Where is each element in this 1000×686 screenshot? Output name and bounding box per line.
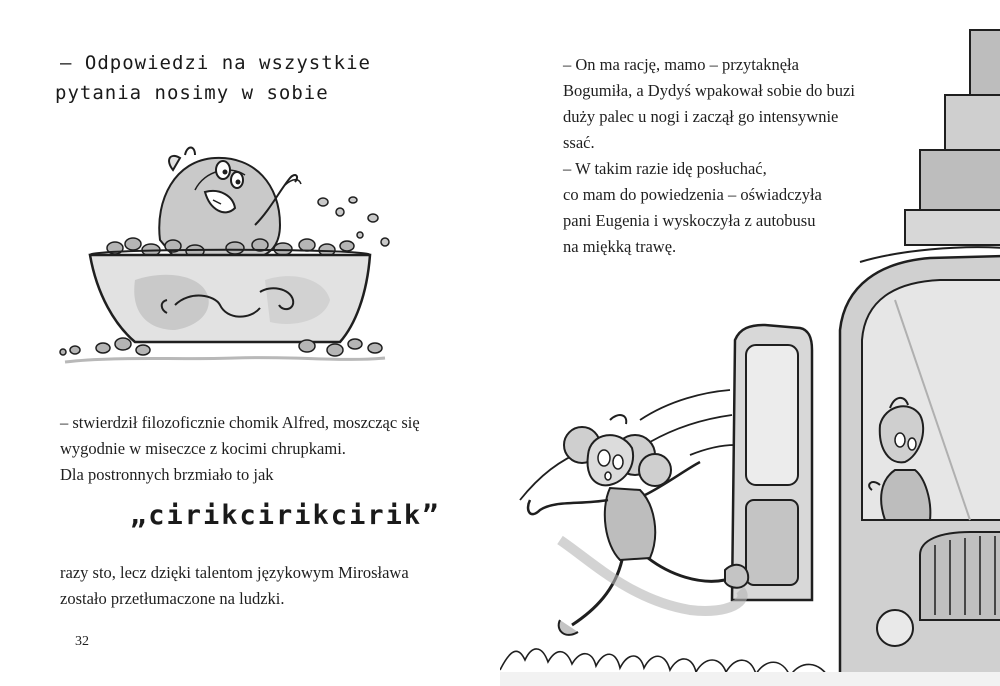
- bus-scene-illustration: [500, 0, 1000, 686]
- right-body-line-4: ssać.: [563, 133, 595, 152]
- hamster-bowl-illustration: [55, 130, 405, 375]
- left-after-paragraph: [60, 560, 409, 612]
- left-body-line-1: – stwierdził filozoficznie chomik Alfred, moszcząc się: [60, 413, 420, 432]
- right-body-line-2: Bogumiła, a Dydyś wpakował sobie do buzi: [563, 81, 855, 100]
- left-body-paragraph: [60, 410, 420, 488]
- bus-grille: [920, 532, 1000, 620]
- left-body-line-2: wygodnie w miseczce z kocimi chrupkami.: [60, 439, 346, 458]
- sound-effect-text: „cirikcirikcirik”: [130, 500, 441, 531]
- right-body-line-8: na miękką trawę.: [563, 237, 677, 256]
- bus-headlight: [877, 610, 913, 646]
- left-body-line-3: Dla postronnych brzmiało to jak: [60, 465, 274, 484]
- left-after-line-2: zostało przetłumaczone na ludzki.: [60, 589, 285, 608]
- heading-line-2: pytania nosimy w sobie: [55, 82, 329, 104]
- luggage-stack: [860, 30, 1000, 262]
- right-body-line-3: duży palec u nogi i zaczął go intensywnie: [563, 107, 839, 126]
- left-after-line-1: razy sto, lecz dzięki talentom językowym Mirosława: [60, 563, 409, 582]
- right-page: [500, 0, 1000, 686]
- page-number: 32: [75, 634, 89, 649]
- right-body-line-1: – On ma rację, mamo – przytaknęła: [563, 55, 799, 74]
- right-body-line-6: co mam do powiedzenia – oświadczyła: [563, 185, 822, 204]
- right-body-line-5: – W takim razie idę posłuchać,: [563, 159, 767, 178]
- heading-line-1: – Odpowiedzi na wszystkie: [60, 52, 371, 74]
- right-body-line-7: pani Eugenia i wyskoczyła z autobusu: [563, 211, 816, 230]
